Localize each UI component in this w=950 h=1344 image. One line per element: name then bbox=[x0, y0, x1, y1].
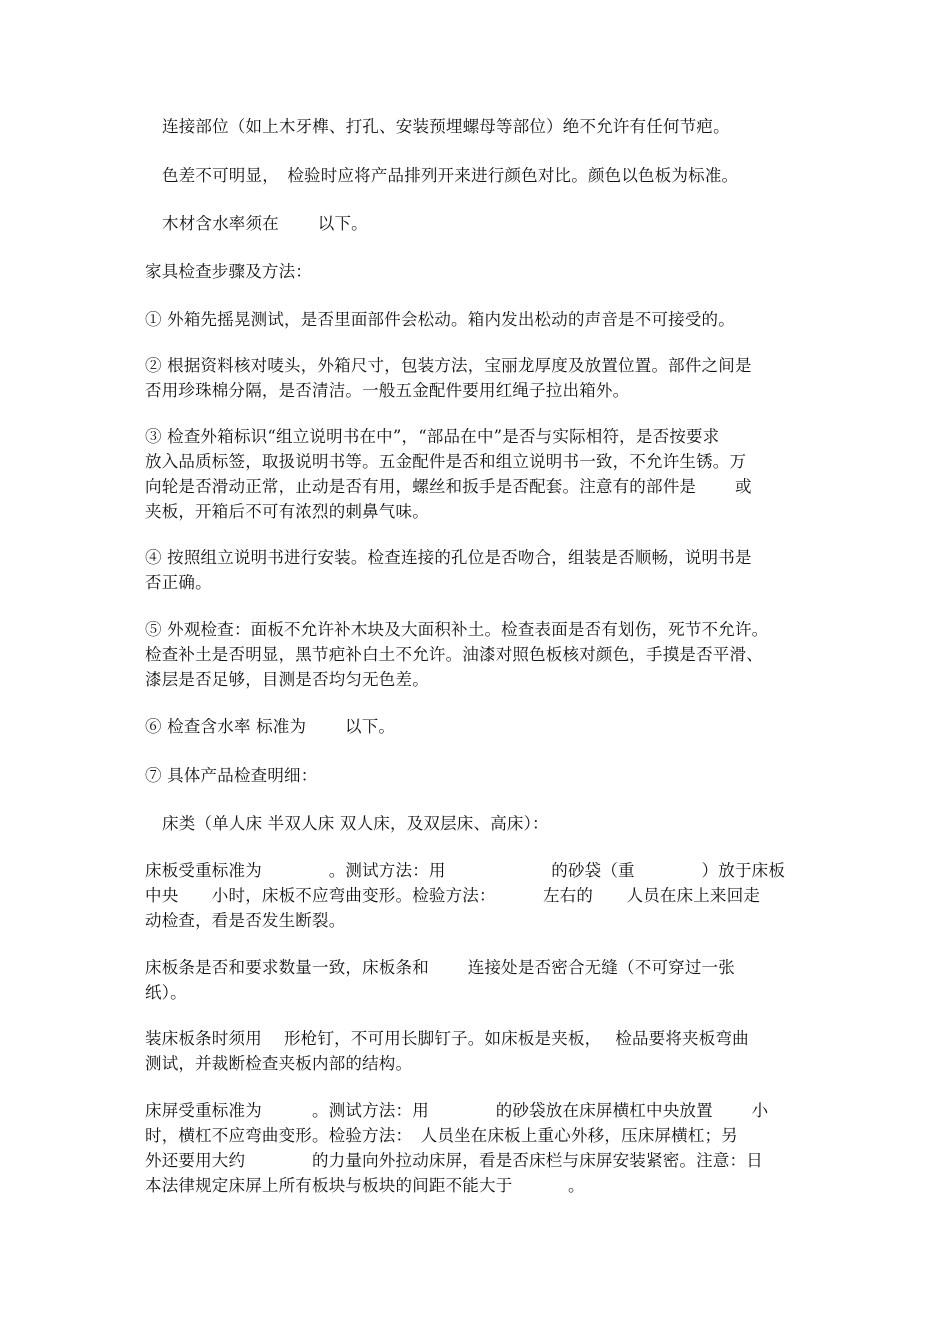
paragraph-color-rule bbox=[162, 163, 817, 188]
text-line: 外还要用大约 的力量向外拉动床屏，看是否床栏与床屏安装紧密。注意：日 bbox=[145, 1151, 763, 1170]
text-line: ③ 检查外箱标识“组立说明书在中”，“部品在中”是否与实际相符，是否按要求 bbox=[145, 427, 720, 446]
text-line: 家具检查步骤及方法： bbox=[145, 262, 312, 281]
text-line: 否正确。 bbox=[145, 573, 212, 592]
text-line: 放入品质标签，取扱说明书等。五金配件是否和组立说明书一致，不允许生锈。万 bbox=[145, 452, 747, 471]
step-1-paragraph bbox=[145, 307, 815, 332]
text-line: 色差不可明显， 检验时应将产品排列开来进行颜色对比。颜色以色板为标准。 bbox=[162, 166, 739, 185]
step-4-paragraph bbox=[145, 545, 815, 595]
text-line: 动检查，看是否发生断裂。 bbox=[145, 911, 346, 930]
text-line: 本法律规定床屏上所有板块与板块的间距不能大于 。 bbox=[145, 1176, 585, 1195]
step-7-paragraph bbox=[145, 763, 815, 788]
section-heading-inspection-steps bbox=[145, 259, 815, 284]
bed-category-heading bbox=[162, 811, 817, 836]
text-line: 床板受重标准为 。测试方法：用 的砂袋（重 ）放于床板 bbox=[145, 861, 786, 880]
text-line: 时，横杠不应弯曲变形。检验方法： 人员坐在床板上重心外移，压床屏横杠；另 bbox=[145, 1126, 738, 1145]
text-line: 检查补土是否明显，黑节疤补白土不允许。油漆对照色板核对颜色，手摸是否平滑、 bbox=[145, 645, 763, 664]
text-line: ① 外箱先摇晃测试，是否里面部件会松动。箱内发出松动的声音是不可接受的。 bbox=[145, 310, 735, 329]
headboard-load-paragraph bbox=[145, 1098, 815, 1198]
step-5-paragraph bbox=[145, 617, 815, 692]
bed-slat-nail-paragraph bbox=[145, 1026, 815, 1076]
text-line: 装床板条时须用 形枪钉，不可用长脚钉子。如床板是夹板， 检品要将夹板弯曲 bbox=[145, 1029, 749, 1048]
text-line: 床屏受重标准为 。测试方法：用 的砂袋放在床屏横杠中央放置 小 bbox=[145, 1101, 769, 1120]
text-line: 床类（单人床 半双人床 双人床，及双层床、高床）： bbox=[162, 814, 549, 833]
text-line: 测试，并裁断检查夹板内部的结构。 bbox=[145, 1054, 413, 1073]
text-line: 向轮是否滑动正常，止动是否有用，螺丝和扳手是否配套。注意有的部件是 或 bbox=[145, 477, 752, 496]
step-3-paragraph bbox=[145, 424, 815, 524]
text-line: 纸）。 bbox=[145, 983, 187, 1002]
text-line: ⑥ 检查含水率 标准为 以下。 bbox=[145, 717, 396, 736]
text-line: 漆层是否足够，目测是否均匀无色差。 bbox=[145, 670, 429, 689]
text-line: ⑤ 外观检查：面板不允许补木块及大面积补土。检查表面是否有划伤，死节不允许。 bbox=[145, 620, 769, 639]
text-line: 床板条是否和要求数量一致，床板条和 连接处是否密合无缝（不可穿过一张 bbox=[145, 958, 735, 977]
paragraph-knot-rule bbox=[162, 114, 817, 139]
bed-slat-paragraph bbox=[145, 955, 815, 1005]
text-line: ② 根据资料核对唛头，外箱尺寸，包装方法，宝丽龙厚度及放置位置。部件之间是 bbox=[145, 356, 752, 375]
text-line: 连接部位（如上木牙榫、打孔、安装预埋螺母等部位）绝不允许有任何节疤。 bbox=[162, 117, 730, 136]
text-line: 木材含水率须在 以下。 bbox=[162, 214, 368, 233]
paragraph-moisture-rule bbox=[162, 211, 817, 236]
step-6-paragraph bbox=[145, 714, 815, 739]
text-line: 夹板，开箱后不可有浓烈的刺鼻气味。 bbox=[145, 502, 429, 521]
text-line: ⑦ 具体产品检查明细： bbox=[145, 766, 318, 785]
text-line: 否用珍珠棉分隔，是否清洁。一般五金配件要用红绳子拉出箱外。 bbox=[145, 381, 630, 400]
text-line: 中央 小时，床板不应弯曲变形。检验方法： 左右的 人员在床上来回走 bbox=[145, 886, 761, 905]
text-line: ④ 按照组立说明书进行安装。检查连接的孔位是否吻合，组装是否顺畅，说明书是 bbox=[145, 548, 752, 567]
bed-board-load-paragraph bbox=[145, 858, 815, 933]
step-2-paragraph bbox=[145, 353, 815, 403]
